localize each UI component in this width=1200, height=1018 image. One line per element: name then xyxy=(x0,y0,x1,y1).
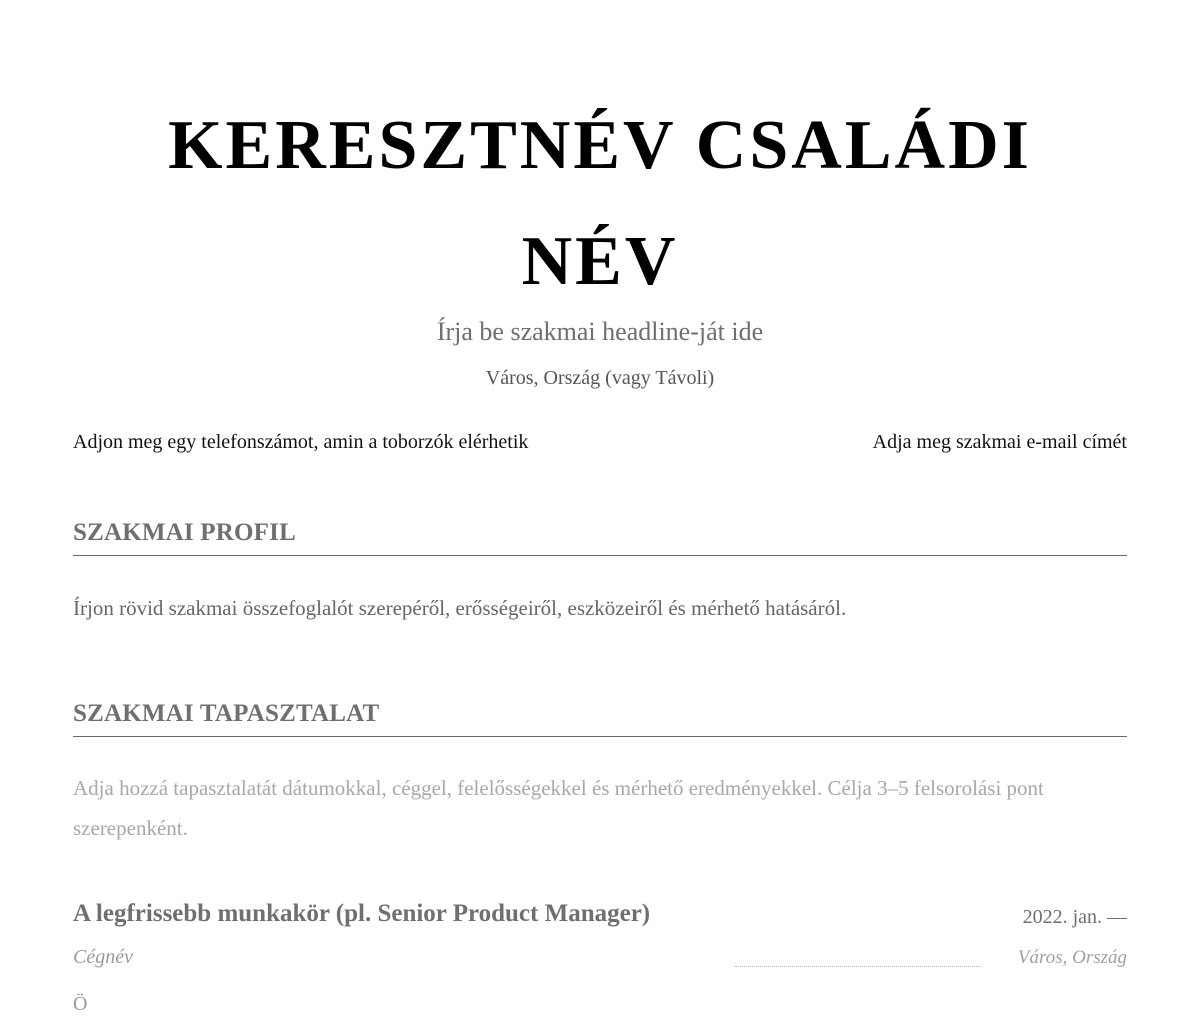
candidate-name-line2: NÉV xyxy=(521,223,679,300)
profile-section-heading: SZAKMAI PROFIL xyxy=(73,519,296,546)
profile-section-rule xyxy=(73,555,1127,556)
email-contact: Adja meg szakmai e-mail címét xyxy=(872,431,1127,453)
experience-section-rule xyxy=(73,736,1127,737)
job-title: A legfrissebb munkakör (pl. Senior Product Manager) xyxy=(73,900,651,927)
candidate-name-line1: KERESZTNÉV CSALÁDI xyxy=(168,107,1032,184)
profile-summary-text: Írjon rövid szakmai összefoglalót szerepéről, erősségeiről, eszközeiről és mérhető hatásáról. xyxy=(73,596,847,620)
experience-hint-text: Adja hozzá tapasztalatát dátumokkal, céggel, felelősségekkel és mérhető eredményekkel. Célja 3–5 felsorolási pont szerepenként. xyxy=(73,776,1044,840)
job-location: Város, Ország xyxy=(1017,947,1127,968)
next-line-fragment: Ö xyxy=(73,993,88,1015)
job-date: 2022. jan. — xyxy=(1022,906,1127,928)
experience-section-heading: SZAKMAI TAPASZTALAT xyxy=(73,700,380,727)
candidate-name xyxy=(73,88,1127,320)
dotted-leader xyxy=(735,966,981,967)
resume-page xyxy=(73,0,1127,1015)
professional-headline: Írja be szakmai headline-ját ide xyxy=(436,317,764,346)
company-name: Cégnév xyxy=(73,946,133,968)
phone-contact: Adjon meg egy telefonszámot, amin a toborzók elérhetik xyxy=(73,431,529,453)
candidate-location: Város, Ország (vagy Távoli) xyxy=(485,367,715,389)
